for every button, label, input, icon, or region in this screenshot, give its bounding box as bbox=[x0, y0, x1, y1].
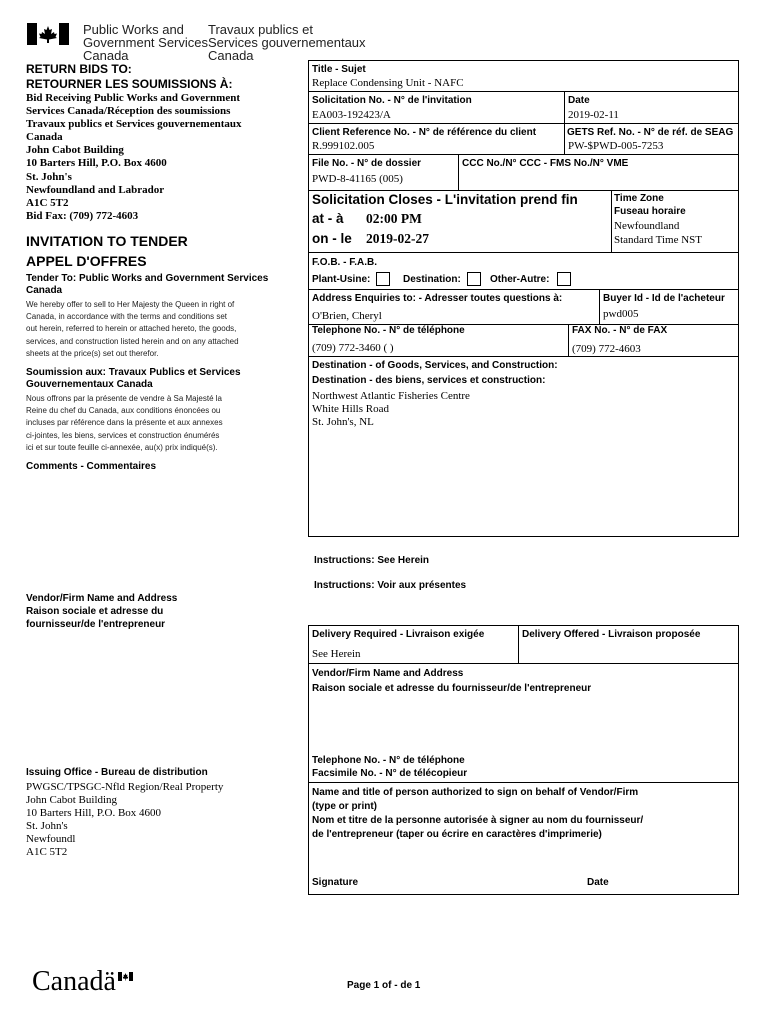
destination-goods-label-en: Destination - of Goods, Services, and Construction: bbox=[312, 360, 558, 371]
date-label: Date bbox=[568, 95, 590, 106]
invitation-title: INVITATION TO TENDER APPEL D'OFFRES bbox=[26, 233, 188, 269]
client-ref-label: Client Reference No. - N° de référence du client bbox=[312, 127, 537, 138]
other-label: Other-Autre: bbox=[490, 274, 550, 285]
telephone-label: Telephone No. - N° de téléphone bbox=[312, 325, 465, 336]
return-bids-address: Bid Receiving Public Works and Government Services Canada/Réception des soumissions Travaux publics et Services gouvernementaux Canada John Cabot Building 10 Barters Hill, P.O. Box 4600 St. John's Newfoundland and Labrador A1C 5T2 Bid Fax: (709) 772-4603 bbox=[26, 92, 242, 222]
tender-to-text: We hereby offer to sell to Her Majesty the Queen in right of Canada, in accordance with the terms and conditions set out herein, referred to herein or attached hereto, the goods, services, and construction listed herein and on any attached sheets at the price(s) set out therefor. bbox=[26, 300, 239, 358]
soumission-text: Nous offrons par la présente de vendre à Sa Majesté la Reine du chef du Canada, aux conditions énoncées ou incluses par référence dans la présente et aux annexes ci-jointes, les biens, services et construction énumérés ici et sur toute feuille ci-annexée, au(x) prix indiqué(s). bbox=[26, 394, 223, 452]
signature-label: Signature bbox=[312, 877, 359, 888]
ccc-no-label: CCC No./N° CCC - FMS No./N° VME bbox=[462, 158, 629, 169]
buyer-id-label: Buyer Id - Id de l'acheteur bbox=[603, 293, 725, 304]
destination-fob-label: Destination: bbox=[403, 274, 461, 285]
plant-label: Plant-Usine: bbox=[312, 274, 371, 285]
comments-label: Comments - Commentaires bbox=[26, 461, 157, 472]
destination-checkbox[interactable] bbox=[467, 272, 481, 286]
time-zone-label: Time Zone Fuseau horaire bbox=[614, 193, 686, 217]
issuing-office-address: PWGSC/TPSGC-Nfld Region/Real Property John Cabot Building 10 Barters Hill, P.O. Box 4600 St. John's Newfoundl A1C 5T2 bbox=[26, 781, 224, 859]
solicitation-value: EA003-192423/A bbox=[312, 109, 391, 121]
time-zone-value: Newfoundland Standard Time NST bbox=[614, 220, 703, 246]
issuing-office-label: Issuing Office - Bureau de distribution bbox=[26, 767, 208, 778]
solicitation-label: Solicitation No. - N° de l'invitation bbox=[312, 95, 472, 106]
date-value: 2019-02-11 bbox=[568, 109, 619, 121]
closes-on-label: on - le bbox=[312, 231, 352, 246]
fob-label: F.O.B. - F.A.B. bbox=[312, 257, 377, 268]
vendor-telephone-label: Telephone No. - N° de téléphone bbox=[312, 755, 465, 766]
address-enquiries-value: O'Brien, Cheryl bbox=[312, 310, 382, 322]
closes-at-value: 02:00 PM bbox=[366, 211, 422, 226]
fax-label: FAX No. - N° de FAX bbox=[572, 325, 668, 336]
vendor-fax-label: Facsimile No. - N° de télécopieur bbox=[312, 768, 468, 779]
gets-ref-value: PW-$PWD-005-7253 bbox=[568, 140, 664, 152]
authorized-person-label: Name and title of person authorized to sign on behalf of Vendor/Firm (type or print) Nom et titre de la personne autorisée à signer au nom du fournisseur/ de l'entrepreneur (taper ou écrire en caractères d'imprimerie) bbox=[312, 787, 644, 840]
vendor-name-label: Vendor/Firm Name and Address Raison sociale et adresse du fournisseur/de l'entrepreneur bbox=[312, 668, 592, 694]
page-number: Page 1 of - de 1 bbox=[347, 980, 421, 991]
signature-date-label: Date bbox=[587, 877, 609, 888]
closes-at-label: at - à bbox=[312, 211, 344, 226]
file-no-label: File No. - N° de dossier bbox=[312, 158, 422, 169]
soumission-label: Soumission aux: Travaux Publics et Services Gouvernementaux Canada bbox=[26, 367, 241, 390]
return-bids-heading: RETURN BIDS TO: RETOURNER LES SOUMISSIONS À: bbox=[26, 62, 233, 91]
vendor-left-label: Vendor/Firm Name and Address Raison sociale et adresse du fournisseur/de l'entrepreneur bbox=[26, 593, 178, 630]
delivery-required-label: Delivery Required - Livraison exigée bbox=[312, 629, 485, 640]
plant-checkbox[interactable] bbox=[376, 272, 390, 286]
gets-ref-label: GETS Ref. No. - N° de réf. de SEAG bbox=[567, 127, 734, 138]
file-no-value: PWD-8-41165 (005) bbox=[312, 173, 403, 185]
canada-flag-icon bbox=[27, 23, 69, 45]
solicitation-closes-label: Solicitation Closes - L'invitation prend fin bbox=[312, 192, 578, 207]
delivery-offered-label: Delivery Offered - Livraison proposée bbox=[522, 629, 701, 640]
closes-on-value: 2019-02-27 bbox=[366, 231, 429, 246]
instructions-en: Instructions: See Herein bbox=[314, 555, 430, 566]
telephone-value: (709) 772-3460 ( ) bbox=[312, 342, 394, 354]
canada-wordmark: Canadä bbox=[32, 966, 116, 997]
fax-value: (709) 772-4603 bbox=[572, 343, 641, 355]
wordmark-flag-icon bbox=[118, 968, 133, 977]
title-label: Title - Sujet bbox=[312, 64, 366, 75]
tender-to-label: Tender To: Public Works and Government Services Canada bbox=[26, 273, 269, 296]
title-value: Replace Condensing Unit - NAFC bbox=[312, 77, 464, 89]
buyer-id-value: pwd005 bbox=[603, 308, 639, 320]
address-enquiries-label: Address Enquiries to: - Adresser toutes questions à: bbox=[312, 293, 563, 304]
delivery-required-value: See Herein bbox=[312, 648, 361, 660]
department-name-en: Public Works and Government Services Canada bbox=[83, 22, 208, 63]
instructions-fr: Instructions: Voir aux présentes bbox=[314, 580, 467, 591]
destination-goods-address: Northwest Atlantic Fisheries Centre White Hills Road St. John's, NL bbox=[312, 390, 470, 429]
destination-goods-label-fr: Destination - des biens, services et construction: bbox=[312, 375, 546, 386]
client-ref-value: R.999102.005 bbox=[312, 140, 375, 152]
other-checkbox[interactable] bbox=[557, 272, 571, 286]
department-name-fr: Travaux publics et Services gouvernementaux Canada bbox=[208, 22, 366, 63]
